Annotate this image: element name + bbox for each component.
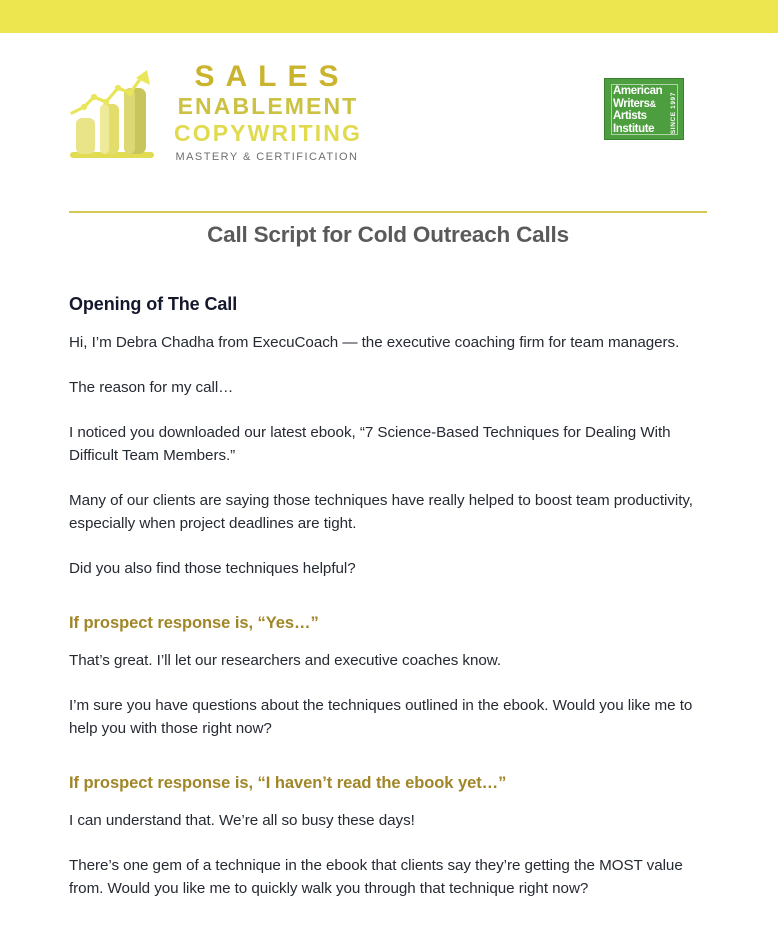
brand-wordmark — [172, 58, 362, 167]
header-divider-rule — [69, 211, 707, 213]
awai-line-writers-text: Writers — [613, 97, 650, 110]
bar-chart-growth-arrow-icon — [66, 60, 158, 160]
document-header — [0, 33, 778, 212]
brand-line-sales: SALES — [194, 60, 350, 93]
top-accent-band — [0, 0, 778, 33]
brand-line-enablement: ENABLEMENT — [177, 92, 359, 119]
script-paragraph: The reason for my call… — [69, 379, 234, 396]
awai-line-writers — [613, 98, 662, 111]
page-title: Call Script for Cold Outreach Calls — [207, 222, 569, 247]
section-heading: If prospect response is, “I haven’t read the ebook yet…” — [69, 774, 507, 792]
script-paragraph: There’s one gem of a technique in the ebook that clients say they’re getting the MOST value from. Would you like me to quickly walk you through that technique right now? — [69, 857, 683, 897]
script-paragraph: That’s great. I’ll let our researchers and executive coaches know. — [69, 652, 502, 669]
script-paragraph: Many of our clients are saying those techniques have really helped to boost team productivity, especially when project deadlines are tight. — [69, 492, 693, 532]
awai-logo — [604, 78, 684, 140]
section-heading: Opening of The Call — [69, 294, 238, 314]
document-body — [69, 222, 707, 900]
script-sections — [69, 294, 707, 900]
sales-enablement-copywriting-logo — [66, 58, 362, 167]
awai-since-label: SINCE 1997 — [670, 91, 677, 134]
brand-line-copywriting: COPYWRITING — [174, 119, 362, 146]
script-paragraph: I noticed you downloaded our latest ebook, “7 Science-Based Techniques for Dealing With Difficult Team Members.” — [69, 424, 671, 464]
script-paragraph: I’m sure you have questions about the techniques outlined in the ebook. Would you like me to help you with those right now? — [69, 697, 693, 737]
script-paragraph: Hi, I’m Debra Chadha from ExecuCoach — the executive coaching firm for team managers. — [69, 334, 680, 351]
awai-logo-text — [613, 85, 662, 135]
brand-tagline: MASTERY & CERTIFICATION — [175, 151, 359, 164]
awai-line-institute: Institute — [613, 122, 655, 135]
awai-ampersand: & — [649, 98, 656, 109]
script-paragraph: Did you also find those techniques helpful? — [69, 560, 356, 577]
script-paragraph: I can understand that. We’re all so busy these days! — [69, 812, 415, 829]
awai-logo-frame — [610, 83, 679, 136]
section-heading: If prospect response is, “Yes…” — [69, 614, 319, 632]
awai-line-artists: Artists — [613, 110, 647, 123]
awai-line-american: American — [613, 85, 663, 97]
